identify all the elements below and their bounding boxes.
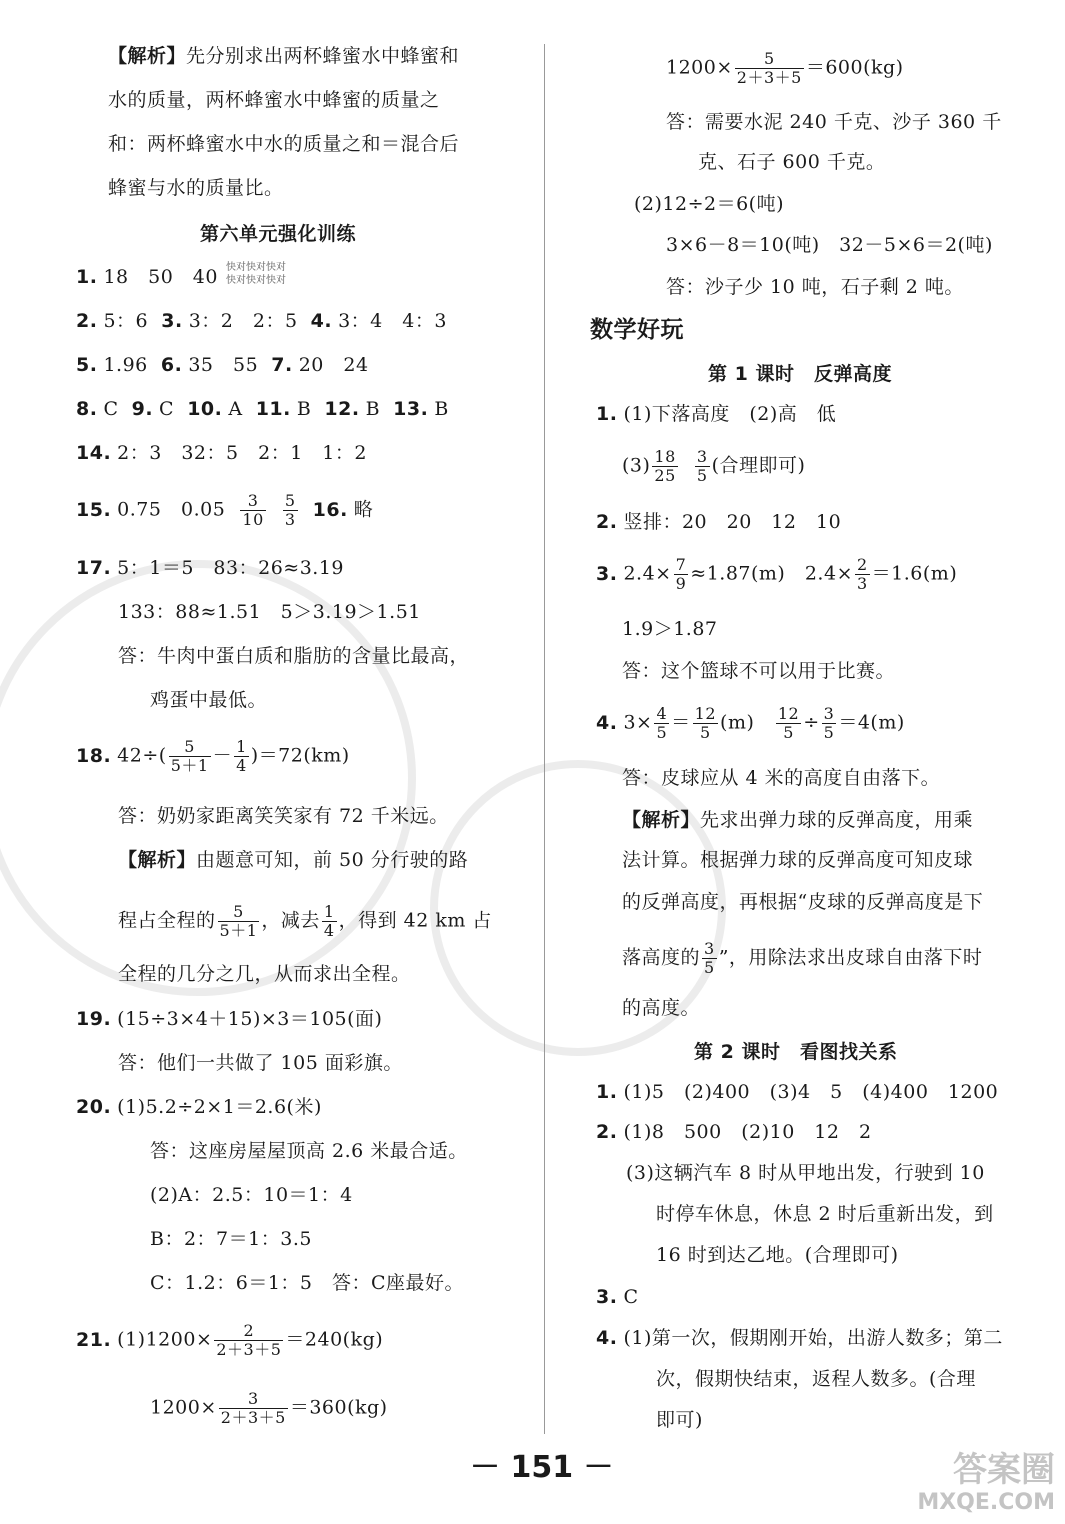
question-number: 2.: [596, 1121, 618, 1143]
question-number: 3.: [161, 310, 183, 332]
lesson-title: 第 1 课时 反弹高度: [708, 363, 892, 385]
answer-row: [76, 397, 449, 421]
question-number: 14.: [76, 442, 112, 464]
question-number: 12.: [324, 398, 360, 420]
fraction: $\frac{2}{3}$: [856, 555, 868, 593]
lesson-title: 第 2 课时 看图找关系: [694, 1041, 898, 1063]
question-number: 1.: [596, 1081, 618, 1103]
answer-row: 1. (1)5 (2)400 (3)4 5 (4)400 1200: [596, 1081, 999, 1103]
answer-row: [76, 353, 369, 377]
answer-line: C：1.2：6＝1：5 答：C座最好。: [150, 1272, 465, 1294]
fraction: $\frac{1}{4}$: [236, 737, 247, 775]
answer-text: 20 24: [298, 354, 369, 376]
fraction: $\frac{12}{5}$: [694, 704, 717, 742]
answer-row: 20. (1)5.2÷2×1＝2.6(米): [76, 1096, 322, 1118]
left-column: [0, 0, 540, 1440]
answer-line: (3) $\frac{18}{25}$ $\frac{3}{5}$ (合理即可): [622, 447, 806, 485]
analysis-line: 蜂蜜与水的质量比。: [108, 177, 284, 199]
analysis-line: 落高度的 $\frac{3}{5}$ ”，用除法求出皮球自由落下时: [622, 939, 983, 977]
fraction: $\frac{3}{2+3+5}$: [220, 1389, 286, 1427]
watermark-text: 快对快对快对: [226, 262, 286, 273]
answer-row: 18. 42÷( $\frac{5}{5+1}$ － $\frac{1}{4}$ )＝72(km): [76, 737, 350, 775]
answer-line: 答：这个篮球不可以用于比赛。: [622, 660, 896, 682]
answer-line: (2)12÷2＝6(吨): [634, 193, 785, 215]
answer-row: 3. C: [596, 1286, 639, 1308]
question-number: 15.: [76, 498, 112, 521]
fraction: $\frac{3}{5}$: [823, 704, 835, 742]
answer-row: 1. (1)下落高度 (2)高 低: [596, 403, 837, 425]
analysis-line: 的高度。: [622, 997, 701, 1019]
answer-row: 2. (1)8 500 (2)10 12 2: [596, 1121, 872, 1143]
answer-row: [76, 556, 344, 580]
fraction: $\frac{5}{5+1}$: [219, 902, 258, 940]
analysis-line: 水的质量，两杯蜂蜜水中蜂蜜的质量之: [108, 89, 440, 111]
fraction: $\frac{12}{5}$: [777, 704, 800, 742]
page-number: － 151 －: [470, 1450, 614, 1485]
question-number: 5.: [76, 354, 98, 376]
answer-line: (2)A：2.5：10＝1：4: [150, 1184, 353, 1206]
answer-row: [76, 441, 367, 465]
answer-line: 16 时到达乙地。(合理即可): [656, 1244, 899, 1266]
answer-text: 3：4 4：3: [338, 310, 447, 332]
section-title: 第六单元强化训练: [200, 223, 357, 245]
answer-text: 3：2 2：5: [188, 310, 298, 332]
question-number: 2.: [596, 511, 618, 533]
answer-row: 4. 3× $\frac{4}{5}$ ＝ $\frac{12}{5}$ (m) $\frac{12}{5}$ ÷ $\frac{3}{5}$ ＝4(m): [596, 704, 905, 742]
analysis-tag: 【解析】: [108, 45, 187, 67]
fraction: $\frac{3}{10}$: [242, 491, 264, 529]
answer-text: B: [434, 398, 449, 420]
analysis-text: 先分别求出两杯蜂蜜水中蜂蜜和: [186, 45, 460, 67]
answer-row: 3. 2.4× $\frac{7}{9}$ ≈1.87(m) 2.4× $\frac{2}{3}$ ＝1.6(m): [596, 555, 958, 593]
question-number: 3.: [596, 562, 618, 585]
analysis-line: 程占全程的 $\frac{5}{5+1}$ ，减去 $\frac{1}{4}$ ，得到 42 km 占: [118, 902, 492, 940]
fraction: $\frac{3}{5}$: [704, 939, 715, 977]
question-number: 18.: [76, 744, 112, 767]
question-number: 9.: [131, 398, 154, 420]
answer-row: 4. (1)第一次，假期刚开始，出游人数多；第二: [596, 1327, 1003, 1349]
answer-line: 1.9＞1.87: [622, 618, 718, 640]
analysis-line: 【解析】由题意可知，前 50 分行驶的路: [118, 849, 469, 871]
question-number: 6.: [160, 354, 183, 376]
question-number: 1.: [76, 266, 98, 288]
answer-line: B：2：7＝1：3.5: [150, 1228, 312, 1250]
analysis-tag: 【解析】: [622, 809, 701, 831]
analysis-line: [108, 44, 459, 68]
answer-line: 时停车休息，休息 2 时后重新出发，到: [656, 1203, 994, 1225]
answer-line: (3)这辆汽车 8 时从甲地出发，行驶到 10: [626, 1162, 985, 1184]
question-number: 21.: [76, 1328, 112, 1351]
answer-line: 答：奶奶家距离笑笑家有 72 千米远。: [118, 805, 449, 827]
fraction: $\frac{5}{5+1}$: [170, 737, 209, 775]
question-number: 1.: [596, 403, 618, 425]
analysis-line: 法计算。根据弹力球的反弹高度可知皮球: [622, 849, 974, 871]
answer-text: 0.75 0.05: [117, 498, 226, 521]
site-watermark: [917, 1450, 1055, 1516]
fraction: $\frac{3}{5}$: [696, 447, 708, 485]
answer-line: 133：88≈1.51 5＞3.19＞1.51: [118, 601, 421, 623]
fraction: $\frac{2}{2+3+5}$: [216, 1321, 282, 1359]
answer-line: 次，假期快结束，返程人数多。(合理: [656, 1368, 976, 1390]
answer-line: 答：这座房屋屋顶高 2.6 米最合适。: [150, 1140, 468, 1162]
answer-text: 18 50 40: [103, 266, 218, 288]
fraction: $\frac{18}{25}$: [654, 447, 676, 485]
answer-line: 1200× $\frac{5}{2+3+5}$ ＝600(kg): [666, 49, 904, 87]
question-number: 10.: [187, 398, 223, 420]
analysis-line: 【解析】先求出弹力球的反弹高度，用乘: [622, 809, 974, 831]
answer-line: 答：他们一共做了 105 面彩旗。: [118, 1052, 403, 1074]
question-number: 19.: [76, 1008, 112, 1030]
answer-text: 略: [353, 498, 374, 521]
analysis-line: 和：两杯蜂蜜水中水的质量之和＝混合后: [108, 133, 460, 155]
question-number: 7.: [271, 354, 293, 376]
answer-text: B: [296, 398, 312, 420]
answer-line: 鸡蛋中最低。: [150, 689, 268, 711]
answer-line: 3×6－8＝10(吨) 32－5×6＝2(吨): [666, 234, 993, 256]
question-number: 16.: [312, 498, 348, 521]
watermark-site: MXQE.COM: [917, 1490, 1055, 1515]
fraction: $\frac{1}{4}$: [323, 902, 335, 940]
analysis-line: 全程的几分之几，从而求出全程。: [118, 963, 411, 985]
watermark-text: 快对快对快对: [226, 275, 286, 286]
answer-text: 35 55: [188, 354, 259, 376]
question-number: 3.: [596, 1286, 618, 1308]
section-title: 数学好玩: [590, 317, 684, 343]
question-number: 2.: [76, 310, 98, 332]
question-number: 11.: [255, 398, 291, 420]
question-number: 13.: [393, 398, 429, 420]
answer-text: 1.96: [103, 354, 148, 376]
answer-row: [76, 309, 447, 333]
answer-row: [76, 265, 218, 289]
answer-text: B: [365, 398, 381, 420]
question-number: 8.: [76, 398, 98, 420]
fraction: $\frac{5}{3}$: [284, 491, 296, 529]
answer-line: 答：需要水泥 240 千克、沙子 360 千: [666, 111, 1002, 133]
fraction: $\frac{7}{9}$: [675, 555, 687, 593]
answer-line: 答：牛肉中蛋白质和脂肪的含量比最高，: [118, 645, 470, 667]
answer-text: 2：3 32：5 2：1 1：2: [117, 442, 367, 464]
answer-text: C: [159, 398, 175, 420]
question-number: 4.: [596, 1327, 618, 1349]
answer-line: 克、石子 600 千克。: [698, 151, 886, 173]
answer-row: 21. (1)1200× $\frac{2}{2+3+5}$ ＝240(kg): [76, 1321, 384, 1359]
answer-text: A: [228, 398, 243, 420]
column-divider: [544, 44, 545, 1434]
answer-text: 5：6: [103, 310, 149, 332]
answer-row: [76, 492, 373, 529]
right-column: [548, 0, 1065, 1440]
answer-line: 1200× $\frac{3}{2+3+5}$ ＝360(kg): [150, 1389, 388, 1427]
answer-line: 即可): [656, 1409, 703, 1431]
analysis-line: 的反弹高度，再根据“皮球的反弹高度是下: [622, 891, 984, 913]
fraction: $\frac{5}{2+3+5}$: [736, 49, 802, 87]
watermark-brand: 答案圈: [953, 1450, 1055, 1490]
answer-row: 2. 竖排：20 20 12 10: [596, 511, 842, 533]
answer-line: 答：皮球应从 4 米的高度自由落下。: [622, 767, 941, 789]
question-number: 17.: [76, 557, 112, 579]
answer-row: 19. (15÷3×4＋15)×3＝105(面): [76, 1008, 383, 1030]
question-number: 20.: [76, 1096, 112, 1118]
answer-text: C: [103, 398, 119, 420]
question-number: 4.: [596, 711, 618, 734]
analysis-tag: 【解析】: [118, 849, 197, 871]
fraction: $\frac{4}{5}$: [656, 704, 668, 742]
answer-line: 答：沙子少 10 吨，石子剩 2 吨。: [666, 276, 964, 298]
question-number: 4.: [310, 310, 333, 332]
answer-text: 5：1＝5 83：26≈3.19: [117, 557, 345, 579]
